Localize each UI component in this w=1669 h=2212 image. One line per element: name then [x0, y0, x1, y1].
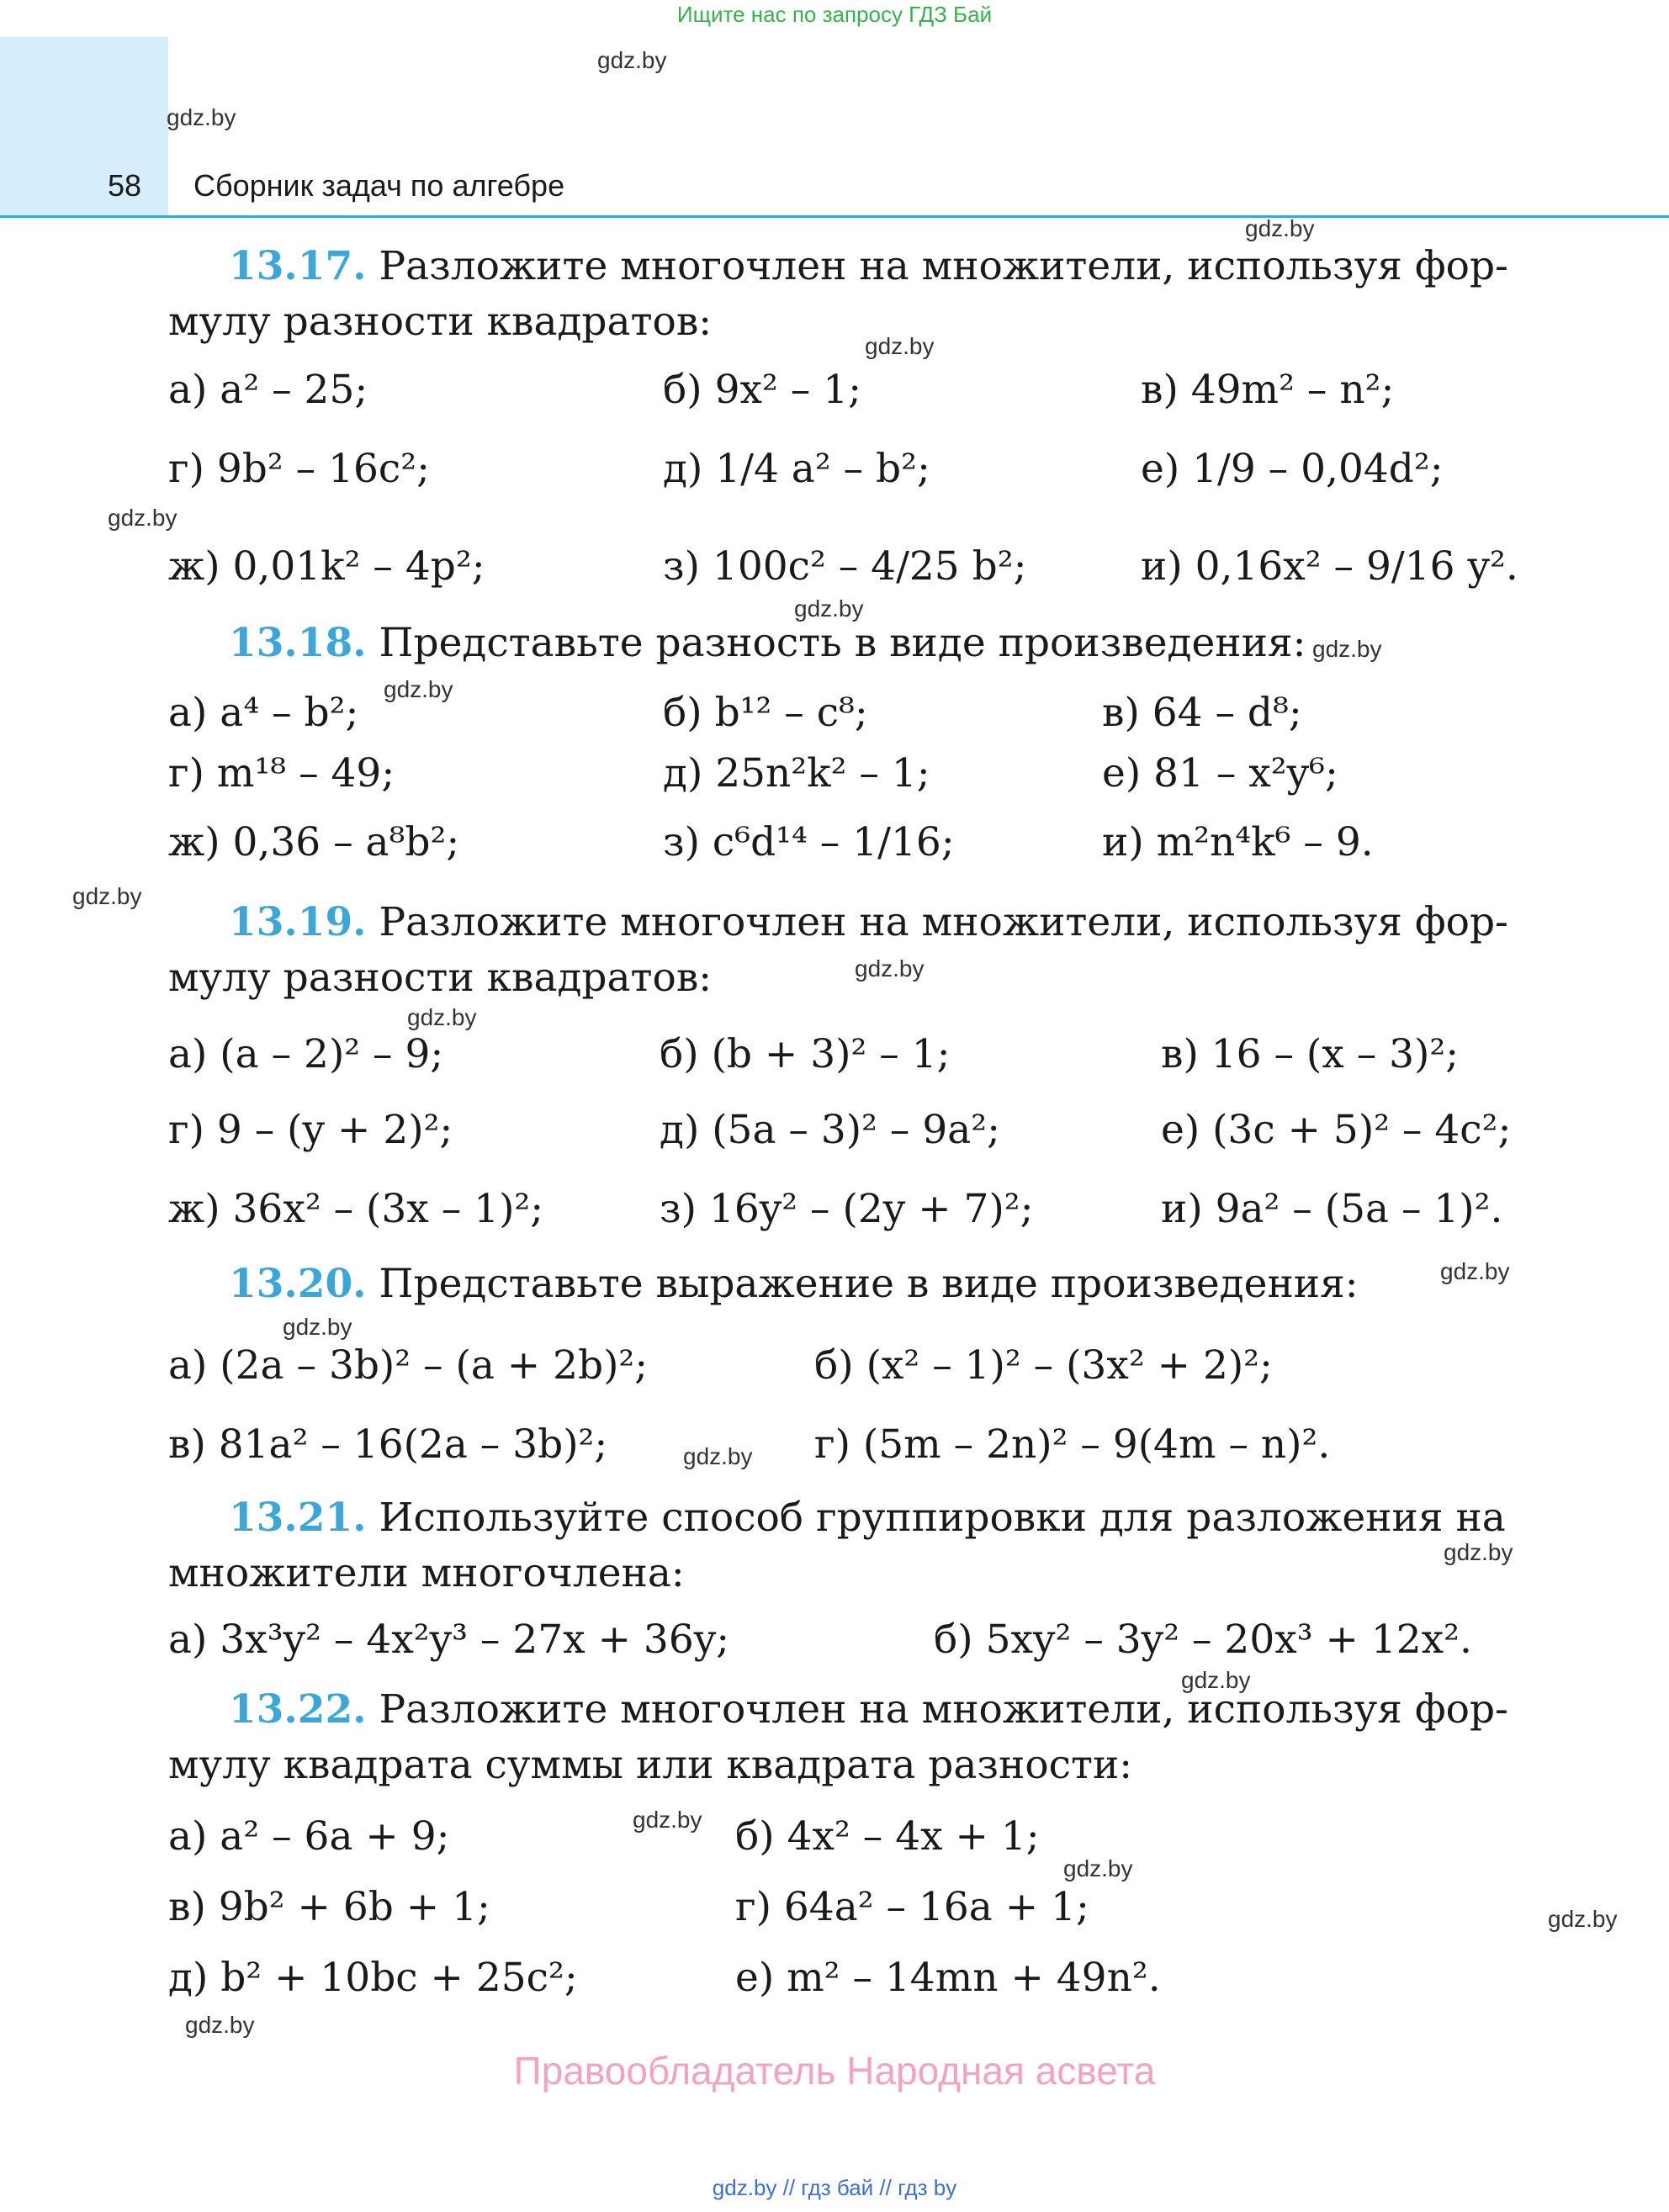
watermark: gdz.by — [683, 1443, 753, 1469]
task-item: б) 5xy² – 3y² – 20x³ + 12x². — [934, 1617, 1472, 1663]
task-item: з) 100c² – 4/25 b²; — [663, 543, 1027, 590]
task-item: е) 81 – x²y⁶; — [1102, 750, 1338, 796]
watermark: gdz.by — [1181, 1667, 1251, 1693]
problem-number: 13.17. — [229, 243, 367, 289]
task-item: а) 3x³y² – 4x²y³ – 27x + 36y; — [168, 1617, 730, 1663]
watermark: gdz.by — [108, 505, 177, 531]
task-item: д) 1/4 a² – b²; — [663, 446, 930, 492]
problem-number: 13.21. — [229, 1495, 367, 1541]
problem-text: Представьте разность в виде произведения: — [379, 620, 1306, 666]
watermark: gdz.by — [167, 104, 236, 130]
problem-text: Разложите многочлен на множители, используя фор- — [379, 899, 1508, 945]
task-item: в) 49m² – n²; — [1141, 367, 1395, 413]
problem-heading — [229, 1682, 1508, 1738]
task-item: ж) 0,36 – a⁸b²; — [168, 819, 460, 865]
task-item: в) 81a² – 16(2a – 3b)²; — [168, 1421, 608, 1468]
watermark: gdz.by — [283, 1314, 352, 1340]
task-item: г) 9 – (y + 2)²; — [168, 1107, 453, 1153]
task-item: б) (x² – 1)² – (3x² + 2)²; — [814, 1342, 1273, 1389]
task-item: в) 9b² + 6b + 1; — [168, 1884, 490, 1930]
task-item: и) m²n⁴k⁶ – 9. — [1102, 819, 1374, 865]
copyright-notice: Правообладатель Народная асвета — [513, 2049, 1156, 2093]
watermark: gdz.by — [407, 1004, 477, 1030]
watermark: gdz.by — [1063, 1855, 1133, 1881]
watermark: gdz.by — [865, 333, 935, 359]
task-item: д) 25n²k² – 1; — [663, 750, 930, 796]
problem-text: Разложите многочлен на множители, используя фор- — [379, 243, 1508, 289]
problem-text: Представьте выражение в виде произведения: — [379, 1261, 1359, 1307]
watermark: gdz.by — [633, 1807, 702, 1833]
problem-text: мулу разности квадратов: — [168, 955, 713, 1001]
problem-number: 13.19. — [229, 899, 367, 945]
task-item: а) a⁴ – b²; — [168, 690, 359, 736]
watermark: gdz.by — [1312, 636, 1382, 662]
problem-text: мулу квадрата суммы или квадрата разности: — [168, 1742, 1133, 1788]
watermark: gdz.by — [384, 676, 453, 702]
problem-number: 13.18. — [229, 620, 367, 666]
problem-number: 13.20. — [229, 1261, 367, 1307]
side-band — [0, 37, 168, 215]
footer-links[interactable]: gdz.by // гдз бай // гдз by — [712, 2175, 957, 2200]
watermark: gdz.by — [185, 2012, 255, 2038]
problem-number: 13.22. — [229, 1686, 367, 1733]
top-banner: Ищите нас по запросу ГДЗ Бай — [676, 2, 993, 27]
task-item: и) 0,16x² – 9/16 y². — [1141, 543, 1518, 590]
problem-text: мулу разности квадратов: — [168, 299, 713, 345]
problem-heading — [229, 1490, 1506, 1546]
watermark: gdz.by — [1444, 1539, 1513, 1565]
page-number: 58 — [108, 168, 142, 203]
problem-heading — [229, 239, 1508, 294]
problem-text: Разложите многочлен на множители, используя фор- — [379, 1686, 1508, 1733]
task-item: г) (5m – 2n)² – 9(4m – n)². — [814, 1421, 1331, 1468]
task-item: з) c⁶d¹⁴ – 1/16; — [663, 819, 955, 865]
watermark: gdz.by — [794, 595, 864, 622]
task-item: е) (3c + 5)² – 4c²; — [1161, 1107, 1512, 1153]
task-item: в) 64 – d⁸; — [1102, 690, 1302, 736]
task-item: а) (a – 2)² – 9; — [168, 1031, 444, 1077]
task-item: д) (5a – 3)² – 9a²; — [660, 1107, 1000, 1153]
problem-heading — [229, 1257, 1359, 1312]
watermark: gdz.by — [597, 47, 667, 73]
page-title: Сборник задач по алгебре — [193, 168, 565, 203]
task-item: и) 9a² – (5a – 1)². — [1161, 1186, 1503, 1232]
task-item: б) b¹² – c⁸; — [663, 690, 868, 736]
task-item: з) 16y² – (2y + 7)²; — [660, 1186, 1034, 1232]
task-item: е) m² – 14mn + 49n². — [735, 1955, 1161, 2001]
task-item: б) (b + 3)² – 1; — [660, 1031, 951, 1077]
task-item: а) a² – 6a + 9; — [168, 1813, 450, 1860]
watermark: gdz.by — [855, 955, 925, 982]
watermark: gdz.by — [72, 883, 142, 909]
task-item: а) a² – 25; — [168, 367, 368, 413]
task-item: а) (2a – 3b)² – (a + 2b)²; — [168, 1342, 649, 1389]
problem-heading — [229, 616, 1306, 671]
problem-text: Используйте способ группировки для разложения на — [379, 1495, 1506, 1541]
task-item: е) 1/9 – 0,04d²; — [1141, 446, 1444, 492]
task-item: ж) 0,01k² – 4p²; — [168, 543, 485, 590]
problem-heading — [229, 895, 1508, 950]
task-item: б) 4x² – 4x + 1; — [735, 1813, 1040, 1860]
problem-text: множители многочлена: — [168, 1550, 685, 1596]
watermark: gdz.by — [1440, 1258, 1510, 1284]
task-item: ж) 36x² – (3x – 1)²; — [168, 1186, 544, 1232]
task-item: г) 64a² – 16a + 1; — [735, 1884, 1089, 1930]
task-item: г) 9b² – 16c²; — [168, 446, 430, 492]
task-item: в) 16 – (x – 3)²; — [1161, 1031, 1460, 1077]
task-item: д) b² + 10bc + 25c²; — [168, 1955, 578, 2001]
watermark: gdz.by — [1548, 1906, 1618, 1932]
task-item: б) 9x² – 1; — [663, 367, 861, 413]
watermark: gdz.by — [1245, 215, 1315, 241]
task-item: г) m¹⁸ – 49; — [168, 750, 395, 796]
header-divider — [0, 215, 1669, 218]
